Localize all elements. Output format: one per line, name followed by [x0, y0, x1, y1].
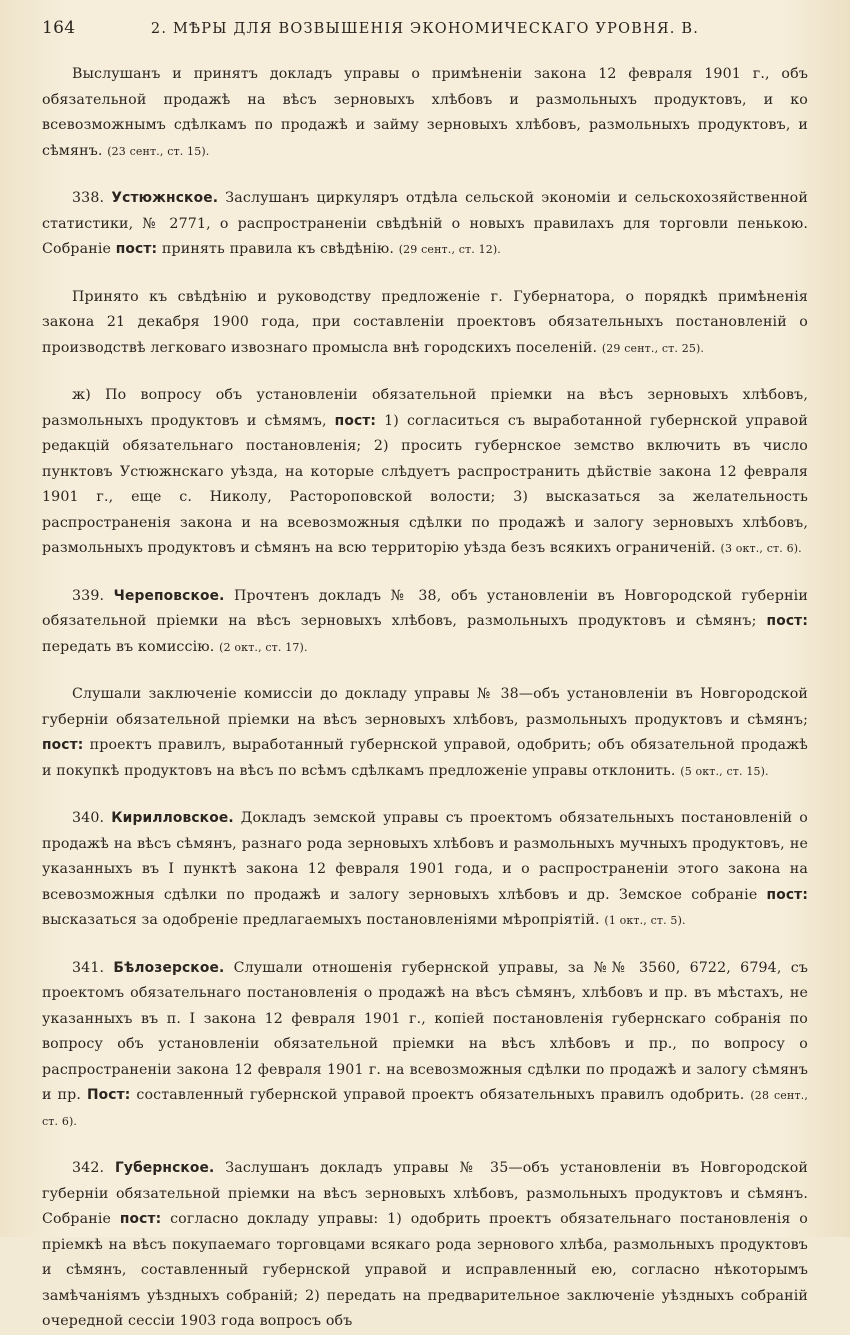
paragraph-text: Слушали заключеніе комиссіи до докладу управы № 38—объ установленіи въ Новгородской губерніи обязательной пріемки на вѣсъ зерновыхъ хлѣбовъ, размольныхъ продуктовъ и сѣмянъ; [42, 686, 808, 728]
resolution-marker: Пост: [86, 1087, 131, 1103]
paragraph-text: передать въ комиссію. [42, 638, 215, 655]
resolution-marker: пост: [115, 241, 158, 257]
paragraph-text: составленный губернской управой проектъ обязательныхъ правилъ одобрить. [136, 1087, 745, 1103]
paragraph-text: принять правила къ свѣдѣнію. [161, 241, 395, 257]
zemstvo-name: Устюжнское. [111, 190, 219, 206]
paragraph-340 [42, 806, 808, 934]
entry-number: 342. [72, 1160, 105, 1176]
session-reference: (28 сент., ст. 6). [42, 1089, 808, 1128]
session-reference: (29 сент., ст. 25). [601, 341, 705, 355]
session-reference: (1 окт., ст. 5). [604, 914, 686, 927]
paragraph-text: Заслушанъ циркуляръ отдѣла сельской экономіи и сельскохозяйственной статистики, № 2771, о распространеніи свѣдѣній о новыхъ правилахъ для торговли пенькою. Собраніе [42, 190, 808, 257]
paragraph-text: Выслушанъ и принятъ докладъ управы о примѣненіи закона 12 февраля 1901 г., объ обязательной продажѣ на вѣсъ зерновыхъ хлѣбовъ и размольныхъ продуктовъ, и ко всевозможнымъ сдѣлкамъ по продажѣ и займу зерновыхъ хлѣбовъ, размольныхъ продуктовъ, и сѣмянъ. [42, 66, 808, 159]
paragraph-text: 1) согласиться съ выработанной губернской управой редакцій обязательнаго постановленія; 2) просить губернское земство включить въ число пунктовъ Устюжнскаго уѣзда, на которые слѣдуетъ распространить дѣйствіе закона 12 февраля 1901 г., еще с. Николу, Растороповской волости; 3) высказаться за желательность распространенія закона и на всевозможныя сдѣлки по продажѣ и залогу зерновыхъ хлѣбовъ, размольныхъ продуктовъ и сѣмянъ на всю территорію уѣзда безъ всякихъ ограниченій. [42, 412, 808, 556]
session-reference: (29 сент., ст. 12). [398, 243, 501, 256]
paragraph-text: ж) По вопросу объ установленіи обязательной пріемки на вѣсъ зерновыхъ хлѣбовъ, размольныхъ продуктовъ и сѣмямъ, [42, 387, 808, 429]
paragraph-342 [42, 1156, 808, 1335]
paragraph-item-zh [42, 383, 808, 562]
session-reference: (3 окт., ст. 6). [720, 542, 802, 555]
session-reference: (2 окт., ст. 17). [219, 640, 308, 654]
paragraph-resolution-intro [42, 62, 808, 164]
session-reference: (5 окт., ст. 15). [680, 764, 769, 778]
resolution-marker: пост: [42, 737, 84, 753]
resolution-marker: пост: [334, 412, 377, 429]
paragraph-341 [42, 956, 808, 1135]
paragraph-text: проектъ правилъ, выработанный губернской управой, одобрить; объ обязательной продажѣ и покупкѣ продуктовъ на вѣсъ по всѣмъ сдѣлкамъ предложеніе управы отклонить. [42, 737, 808, 779]
entry-number: 338. [72, 190, 105, 206]
running-head: 2. МѢРЫ ДЛЯ ВОЗВЫШЕНІЯ ЭКОНОМИЧЕСКАГО УРОВНЯ. В. [150, 21, 700, 37]
zemstvo-name: Череповское. [113, 587, 225, 604]
entry-number: 341. [72, 959, 105, 976]
paragraph-text: Заслушанъ докладъ управы № 35—объ установленіи въ Новгородской губерніи обязательной пріемки на вѣсъ зерновыхъ хлѣбовъ, размольныхъ продуктовъ и сѣмянъ. Собраніе [42, 1160, 808, 1227]
entry-number: 339. [72, 587, 105, 604]
resolution-marker: пост: [766, 613, 808, 629]
zemstvo-name: Бѣлозерское. [113, 959, 225, 976]
paragraph-338 [42, 186, 808, 263]
paragraph-text: Прочтенъ докладъ № 38, объ установленіи въ Новгородской губерніи обязательной пріемки на вѣсъ зерновыхъ хлѣбовъ, размольныхъ продуктовъ и сѣмянъ; [42, 587, 808, 629]
paragraph-governor-proposal [42, 285, 808, 362]
session-reference: (23 сент., ст. 15). [107, 144, 210, 158]
paragraph-commission-conclusion [42, 682, 808, 784]
resolution-marker: пост: [766, 886, 808, 903]
paragraph-339 [42, 584, 808, 661]
paragraph-text: высказаться за одобреніе предлагаемыхъ постановленіями мѣропріятій. [42, 912, 600, 928]
paragraph-text: Слушали отношенія губернской управы, за №№ 3560, 6722, 6794, съ проектомъ обязательнаго постановленія о продажѣ на вѣсъ сѣмянъ, хлѣбовъ и пр. въ мѣстахъ, не указанныхъ въ п. I закона 12 февраля 1901 г., копіей постановленія губернскаго собранія по вопросу объ установленіи обязательной пріемки на вѣсъ хлѣбовъ и пр., по вопросу о распространеніи закона 12 февраля 1901 г. на всевозможныя сдѣлки по продажѣ и залогу сѣмянъ и пр. [42, 959, 808, 1103]
paragraph-text: Докладъ земской управы съ проектомъ обязательныхъ постановленій о продажѣ на вѣсъ сѣмянъ, разнаго рода зерновыхъ хлѣбовъ и размольныхъ мучныхъ продуктовъ, не указанныхъ въ I пунктѣ закона 12 февраля 1901 года, и о распространеніи этого закона на всевозможныя сдѣлки по продажѣ и залогу зерновыхъ хлѣбовъ и др. Земское собраніе [42, 810, 808, 903]
zemstvo-name: Губернское. [114, 1160, 215, 1176]
page-body [42, 62, 808, 1335]
zemstvo-name: Кирилловское. [111, 810, 234, 826]
page-number: 164 [42, 18, 76, 38]
entry-number: 340. [72, 810, 105, 826]
paragraph-text: согласно докладу управы: 1) одобрить проектъ обязательнаго постановленія о пріемкѣ на вѣсъ покупаемаго торговцами всякаго рода зернового хлѣба, размольныхъ продуктовъ и сѣмянъ, составленный губернской управой и исправленный ею, согласно нѣкоторымъ замѣчаніямъ уѣздныхъ собраній; 2) передать на предварительное заключеніе уѣздныхъ собраній очередной сессіи 1903 года вопросъ объ [42, 1211, 808, 1329]
resolution-marker: пост: [119, 1211, 162, 1227]
page-header [42, 18, 808, 46]
paragraph-text: Принято къ свѣдѣнію и руководству предложеніе г. Губернатора, о порядкѣ примѣненія закона 21 декабря 1900 года, при составленіи проектовъ обязательныхъ постановленій о производствѣ легковаго извознаго промысла внѣ городскихъ поселеній. [42, 288, 808, 356]
